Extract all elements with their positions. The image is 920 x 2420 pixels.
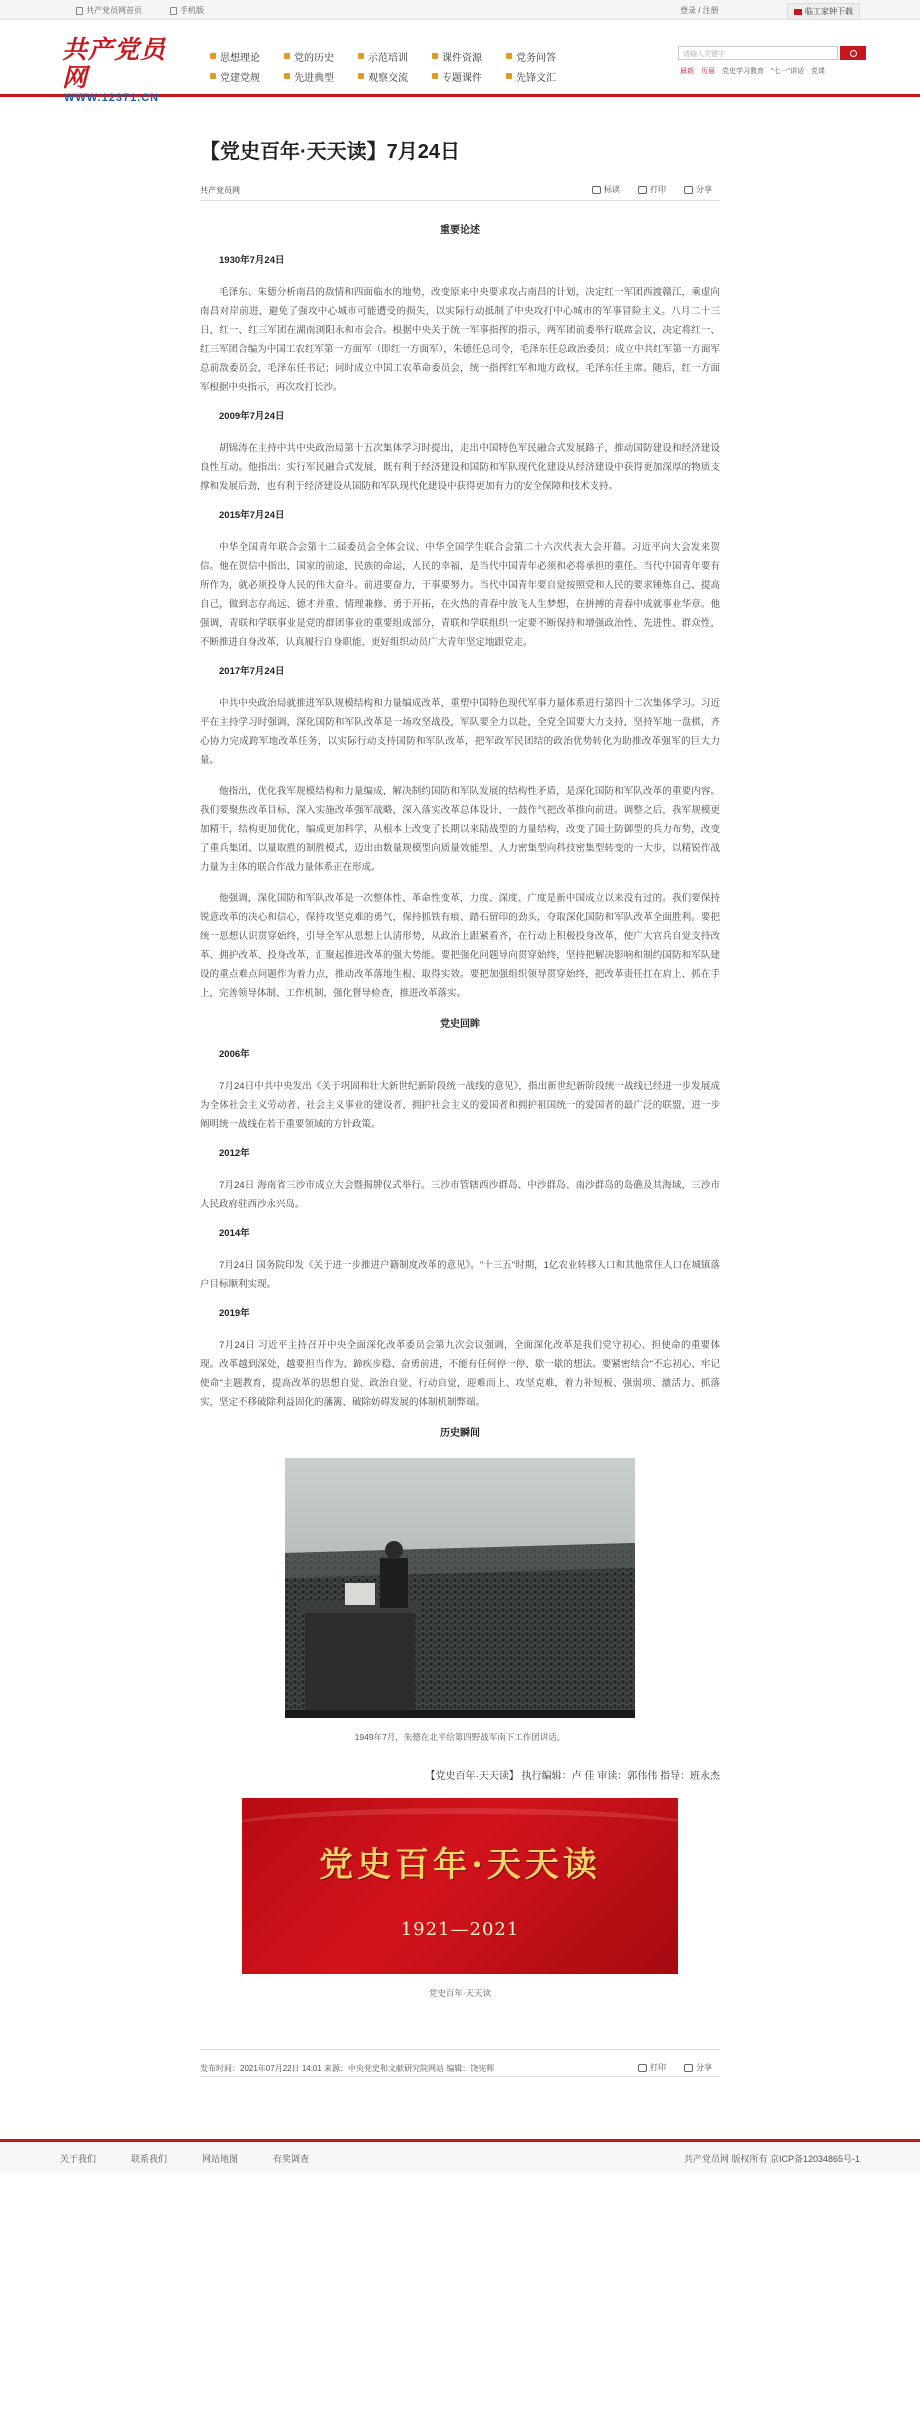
entry-date: 2012年 [219, 1148, 250, 1159]
article [200, 137, 720, 2077]
page-title: 【党史百年·天天读】7月24日 [200, 141, 461, 163]
footer-link[interactable]: 网站地图 [202, 2154, 239, 2164]
search-input[interactable]: 请输入关键字 [678, 46, 838, 60]
hot-word[interactable]: 历届 [701, 68, 715, 75]
nav-bullet-icon [284, 73, 290, 79]
read-label: 标读 [604, 185, 620, 194]
section-title: 历史瞬间 [440, 1428, 480, 1439]
photo-caption: 1949年7月，朱德在北平给第四野战军南下工作团讲话。 [354, 1732, 566, 1742]
series-banner [242, 1798, 678, 1974]
share-button[interactable] [684, 2058, 712, 2077]
article-footer-meta [200, 2049, 720, 2077]
nav-label: 示范培训 [368, 52, 408, 64]
nav-bullet-icon [432, 73, 438, 79]
entry-date: 2009年7月24日 [219, 411, 285, 422]
entry-paragraph: 中华全国青年联合会第十二届委员会全体会议、中华全国学生联合会第二十六次代表大会开幕。习近平向大会发来贺信。他在贺信中指出，国家的前途，民族的命运，人民的幸福，是当代中国青年必须和必将承担的重任。当代中国青年要有所作为，就必须投身人民的伟大奋斗。前进要奋力，干事要努力。当代中国青年要自觉按照党和人民的要求锤炼自己、提高自己，做到志存高远、德才并重、情理兼修、勇于开拓，在火热的青春中放飞人生梦想，在拼搏的青春中成就事业华章。他强调，青联和学联事业是党的群团事业的重要组成部分，青联和学联组织一定要不断保持和增强政治性、先进性、群众性，不断推进自身改革，认真履行自身职能，更好组织动员广大青年坚定地跟党走。 [200, 542, 720, 648]
download-button[interactable] [787, 3, 860, 20]
share-label: 分享 [696, 185, 712, 194]
nav-item[interactable] [210, 66, 284, 86]
main-nav [210, 46, 660, 86]
nav-item[interactable] [284, 46, 358, 66]
nav-bullet-icon [210, 73, 216, 79]
hot-word[interactable]: 党课 [810, 68, 825, 75]
download-icon [794, 9, 802, 15]
banner-years: 1921—2021 [400, 1919, 520, 1940]
entry-paragraph: 胡锦涛在主持中共中央政治局第十五次集体学习时提出，走出中国特色军民融合式发展路子，推动国防建设和经济建设良性互动。他指出：实行军民融合式发展，既有利于经济建设和国防和军队现代化建设从经济建设中获得更加深厚的物质支撑和发展后劲，也有利于经济建设从国防和军队现代化建设中获得更加有力的安全保障和技术支持。 [200, 443, 720, 492]
nav-item[interactable] [432, 46, 506, 66]
mobile-link-label: 手机版 [180, 6, 204, 15]
banner-title: 党史百年·天天读 [319, 1845, 601, 1885]
share-button[interactable] [684, 184, 712, 195]
section-title: 重要论述 [440, 225, 480, 236]
entry-date: 2014年 [219, 1228, 250, 1239]
nav-label: 先锋文汇 [516, 72, 556, 84]
nav-bullet-icon [506, 53, 512, 59]
nav-label: 专题课件 [442, 72, 482, 84]
historical-photo-image [285, 1458, 635, 1718]
nav-label: 课件资源 [442, 52, 482, 64]
nav-label: 党务问答 [516, 52, 556, 64]
print-label: 打印 [650, 2063, 666, 2072]
entry-paragraph: 7月24日 国务院印发《关于进一步推进户籍制度改革的意见》。"十三五"时期，1亿农业转移人口和其他常住人口在城镇落户目标顺利实现。 [200, 1260, 720, 1290]
print-label: 打印 [650, 185, 666, 194]
site-header [60, 20, 860, 104]
nav-item[interactable] [284, 66, 358, 86]
entry-paragraph: 中共中央政治局就推进军队规模结构和力量编成改革，重塑中国特色现代军事力量体系进行第四十二次集体学习。习近平在主持学习时强调，深化国防和军队改革是一场攻坚战役，军队要全力以赴，全党全国要大力支持，坚持军地一盘棋，齐心协力完成跨军地改革任务，以实际行动支持国防和军队改革，把军政军民团结的政治优势转化为助推改革强军的巨大力量。 [200, 698, 720, 766]
entry-date: 2015年7月24日 [219, 510, 285, 521]
entry-paragraph: 他指出，优化我军规模结构和力量编成，解决制约国防和军队发展的结构性矛盾，是深化国防和军队改革的重要内容。我们要聚焦改革目标，深入实施改革强军战略，深入落实改革总体设计，一鼓作气把改革推向前进。调整之后，我军规模更加精干，结构更加优化，编成更加科学，从根本上改变了长期以来陆战型的力量结构，改变了国土防御型的兵力布势，改变了重兵集团、以量取胜的制胜模式，迈出由数量规模型向质量效能型、人力密集型向科技密集型转变的一大步，以精锐作战力量为主体的联合作战力量体系正在形成。 [200, 786, 720, 873]
historical-photo [285, 1458, 635, 1747]
home-link-label: 共产党员网首页 [86, 6, 142, 15]
logo-url: WWW.12371.CN [64, 92, 160, 104]
login-link[interactable]: 登录 / 注册 [680, 6, 719, 15]
search-button[interactable] [840, 46, 866, 60]
mobile-icon [170, 7, 177, 15]
nav-item[interactable] [210, 46, 284, 66]
nav-bullet-icon [506, 73, 512, 79]
hot-word[interactable]: 党史学习教育 [722, 68, 764, 75]
editor-credit: 【党史百年·天天读】 执行编辑：卢 佳 审读：郭伟伟 指导：班永杰 [425, 1771, 720, 1782]
banner-decoration [242, 1808, 678, 1848]
share-label: 分享 [696, 2063, 712, 2072]
mobile-link[interactable] [170, 5, 204, 16]
print-icon [638, 186, 647, 194]
nav-item[interactable] [358, 66, 432, 86]
nav-item[interactable] [506, 66, 580, 86]
nav-label: 思想理论 [220, 52, 260, 64]
entry-paragraph: 他强调，深化国防和军队改革是一次整体性、革命性变革，力度、深度、广度是新中国成立以来没有过的。我们要保持锐意改革的决心和信心，保持攻坚克难的勇气，保持抓铁有痕、踏石留印的劲头，夺取深化国防和军队改革全面胜利。要把统一思想认识贯穿始终，引导全军从思想上认清形势，从政治上跟紧看齐，在行动上积极投身改革，使广大官兵自觉支持改革、拥护改革、投身改革，汇聚起推进改革的强大势能。要把强化问题导向贯穿始终，坚持把解决影响和制约国防和军队建设的重点难点问题作为着力点，推动改革落地生根、取得实效。要把加强组织领导贯穿始终，把改革责任扛在肩上、抓在手上，完善领导体制、工作机制，强化督导检查，推进改革落实。 [200, 893, 720, 999]
article-meta [200, 177, 720, 201]
hot-word[interactable]: "七一"讲话 [771, 68, 804, 75]
nav-item[interactable] [432, 66, 506, 86]
entry-date: 1930年7月24日 [219, 255, 285, 266]
footer-link[interactable]: 有奖调查 [273, 2154, 310, 2164]
article-source: 共产党员网 [200, 186, 240, 195]
entry-date: 2017年7月24日 [219, 666, 285, 677]
home-icon [76, 7, 83, 15]
nav-label: 党的历史 [294, 52, 334, 64]
footer-link[interactable]: 联系我们 [131, 2154, 168, 2164]
entry-paragraph: 7月24日 习近平主持召开中央全面深化改革委员会第九次会议强调，全面深化改革是我们党守初心、担使命的重要体现。改革越到深处，越要担当作为、蹄疾步稳、奋勇前进，不能有任何停一停、歇一歇的想法。要紧密结合"不忘初心、牢记使命"主题教育，提高改革的思想自觉、政治自觉、行动自觉，迎难而上、攻坚克难，着力补短板、强弱项、激活力、抓落实，坚定不移破除利益固化的藩篱、破除妨碍发展的体制机制弊端。 [200, 1340, 720, 1408]
copyright: 共产党员网 版权所有 京ICP备12034865号-1 [683, 2154, 860, 2164]
print-button[interactable] [638, 184, 666, 195]
nav-item[interactable] [358, 46, 432, 66]
nav-label: 党建党规 [220, 72, 260, 84]
nav-bullet-icon [284, 53, 290, 59]
banner-caption: 党史百年·天天读 [428, 1988, 492, 1998]
nav-bullet-icon [210, 53, 216, 59]
article-body [200, 221, 720, 2077]
nav-label: 先进典型 [294, 72, 334, 84]
nav-bullet-icon [358, 53, 364, 59]
footer-link[interactable]: 关于我们 [60, 2154, 97, 2164]
entry-date: 2006年 [219, 1049, 250, 1060]
entry-date: 2019年 [219, 1308, 250, 1319]
publish-info: 发布时间：2021年07月22日 14:01 来源：中央党史和文献研究院网站 编辑：饶宪辉 [200, 2064, 495, 2073]
share-icon [684, 186, 693, 194]
download-label: 临工家钟下载 [805, 7, 853, 16]
print-button[interactable] [638, 2058, 666, 2077]
section-title: 党史回眸 [440, 1019, 480, 1030]
site-logo[interactable] [62, 36, 187, 104]
read-icon [592, 186, 601, 194]
hot-word[interactable]: 最新 [680, 68, 694, 75]
nav-item[interactable] [506, 46, 580, 66]
site-footer [0, 2139, 920, 2173]
nav-bullet-icon [432, 53, 438, 59]
share-icon [684, 2064, 693, 2072]
read-button[interactable] [592, 184, 620, 195]
print-icon [638, 2064, 647, 2072]
entry-paragraph: 7月24日中共中央发出《关于巩固和壮大新世纪新阶段统一战线的意见》，指出新世纪新阶段统一战线已经进一步发展成为全体社会主义劳动者、社会主义事业的建设者、拥护社会主义的爱国者和拥护祖国统一的爱国者的最广泛的联盟，进一步阐明统一战线在若干重要领域的方针政策。 [200, 1081, 720, 1130]
entry-paragraph: 毛泽东、朱德分析南昌的敌情和四面临水的地势，改变原来中央要求攻占南昌的计划，决定红一军团西渡赣江，乘虚向南昌对岸前进，避免了强攻中心城市可能遭受的损失，以实际行动抵制了中央攻打中心城市的军事冒险主义。八月二十三日，红一、红三军团在湖南浏阳永和市会合。根据中央关于统一军事指挥的指示，两军团前委举行联席会议，决定将红一、红三军团合编为中国工农红军第一方面军（即红一方面军），朱德任总司令，毛泽东任总政治委员；成立中共红军第一方面军总前敌委员会，毛泽东任书记；同时成立中国工农革命委员会，统一指挥红军和地方政权，毛泽东任主席。随后，红一方面军根据中央指示，再次攻打长沙。 [200, 287, 720, 393]
entry-paragraph: 7月24日 海南省三沙市成立大会暨揭牌仪式举行。三沙市管辖西沙群岛、中沙群岛、南沙群岛的岛礁及其海域，三沙市人民政府驻西沙永兴岛。 [200, 1180, 720, 1210]
hot-words [680, 66, 825, 76]
nav-label: 观察交流 [368, 72, 408, 84]
top-bar [0, 0, 920, 20]
nav-bullet-icon [358, 73, 364, 79]
search-icon [850, 50, 857, 57]
logo-text: 共产党员网 [62, 35, 167, 92]
home-link[interactable] [76, 5, 142, 16]
